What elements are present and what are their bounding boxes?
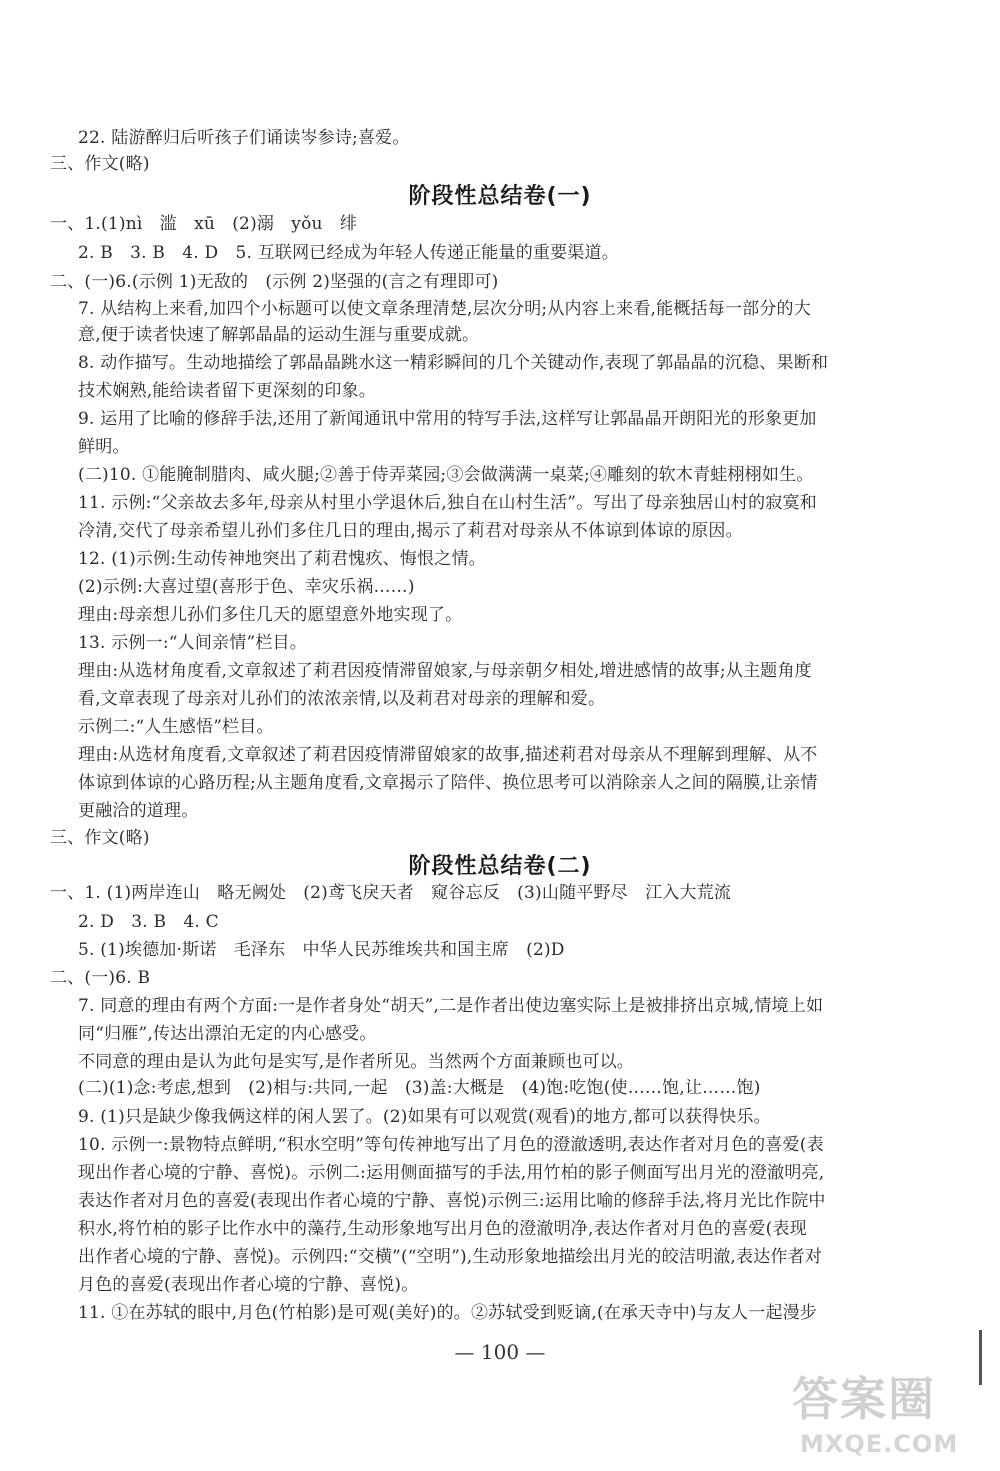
watermark-url: MXQE.COM [800, 1430, 959, 1458]
text-line: 体谅到体谅的心路历程;从主题角度看,文章揭示了陪伴、换位思考可以消除亲人之间的隔膜,让亲情 [78, 773, 818, 793]
text-line: 意,便于读者快速了解郭晶晶的运动生涯与重要成就。 [78, 325, 480, 345]
text-line: 8. 动作描写。生动地描绘了郭晶晶跳水这一精彩瞬间的几个关键动作,表现了郭晶晶的沉稳、果断和 [78, 353, 829, 373]
page-number: — 100 — [454, 1340, 546, 1364]
text-line: 9. (1)只是缺少像我俩这样的闲人罢了。(2)如果有可以观赏(观看)的地方,都可以获得快乐。 [78, 1107, 771, 1127]
text-line: 一、1.(1)nì 滥 xū (2)溺 yǒu 绯 [50, 214, 358, 234]
text-line: 技术娴熟,能给读者留下更深刻的印象。 [78, 381, 377, 401]
section-heading: 三、作文(略) [50, 154, 150, 174]
text-line: 22. 陆游醉归后听孩子们诵读岑参诗;喜爱。 [78, 128, 410, 148]
section-title: 阶段性总结卷(一) [408, 184, 592, 209]
text-line: 冷清,交代了母亲希望儿孙们多住几日的理由,揭示了莉君对母亲从不体谅到体谅的原因。 [78, 521, 743, 541]
text-line: (2)示例:大喜过望(喜形于色、幸灾乐祸……) [78, 577, 415, 597]
text-line: 13. 示例一:“人间亲情”栏目。 [78, 633, 307, 653]
section-heading: 三、作文(略) [50, 828, 150, 848]
text-line: 5. (1)埃德加·斯诺 毛泽东 中华人民苏维埃共和国主席 (2)D [78, 940, 565, 960]
text-line: 理由:母亲想儿孙们多住几天的愿望意外地实现了。 [78, 605, 463, 625]
section-title: 阶段性总结卷(二) [408, 854, 592, 879]
text-line: (二)(1)念:考虑,想到 (2)相与:共同,一起 (3)盖:大概是 (4)饱:吃饱(使……饱,让……饱) [78, 1078, 761, 1098]
watermark-logo [792, 1368, 982, 1463]
text-line: 示例二:“人生感悟”栏目。 [78, 717, 274, 737]
text-line: 理由:从选材角度看,文章叙述了莉君因疫情滞留娘家的故事,描述莉君对母亲从不理解到理解、从不 [78, 745, 818, 765]
text-line: 7. 同意的理由有两个方面:一是作者身处“胡天”,二是作者出使边塞实际上是被排挤出京城,情境上如 [78, 996, 824, 1016]
text-line: 同“归雁”,传达出漂泊无定的内心感受。 [78, 1024, 377, 1044]
text-line: 月色的喜爱(表现出作者心境的宁静、喜悦)。 [78, 1275, 419, 1295]
text-line: 看,文章表现了母亲对儿孙们的浓浓亲情,以及莉君对母亲的理解和爱。 [78, 689, 606, 709]
text-line: 理由:从选材角度看,文章叙述了莉君因疫情滞留娘家,与母亲朝夕相处,增进感情的故事;从主题角度 [78, 661, 812, 681]
text-line: 不同意的理由是认为此句是实写,是作者所见。当然两个方面兼顾也可以。 [78, 1052, 635, 1072]
text-line: 2. D 3. B 4. C [78, 912, 219, 932]
watermark-text: 答案圈 [792, 1372, 936, 1426]
text-line: 鲜明。 [78, 437, 130, 457]
text-line: 表达作者对月色的喜爱(表现出作者心境的宁静、喜悦)示例三:运用比喻的修辞手法,将月光比作院中 [78, 1191, 826, 1211]
text-line: 12. (1)示例:生动传神地突出了莉君愧疚、悔恨之情。 [78, 549, 486, 569]
text-line: 9. 运用了比喻的修辞手法,还用了新闻通讯中常用的特写手法,这样写让郭晶晶开朗阳光的形象更加 [78, 409, 817, 429]
text-line: 11. 示例:“父亲故去多年,母亲从村里小学退休后,独自在山村生活”。写出了母亲独居山村的寂寞和 [78, 493, 817, 513]
text-line: 2. B 3. B 4. D 5. 互联网已经成为年轻人传递正能量的重要渠道。 [78, 243, 619, 263]
text-line: 积水,将竹柏的影子比作水中的藻荇,生动形象地写出月色的澄澈明净,表达作者对月色的喜爱(表现 [78, 1219, 807, 1239]
text-line: 二、(一)6. B [50, 968, 151, 988]
text-line: 出作者心境的宁静、喜悦)。示例四:“交横”(“空明”),生动形象地描绘出月光的皎洁明澈,表达作者对 [78, 1247, 822, 1267]
text-line: 10. 示例一:景物特点鲜明,“积水空明”等句传神地写出了月色的澄澈透明,表达作者对月色的喜爱(表 [78, 1135, 824, 1155]
text-line: 11. ①在苏轼的眼中,月色(竹柏影)是可观(美好)的。②苏轼受到贬谪,(在承天寺中)与友人一起漫步 [78, 1303, 818, 1323]
text-line: 一、1. (1)两岸连山 略无阙处 (2)鸢飞戾天者 窥谷忘反 (3)山随平野尽 江入大荒流 [50, 883, 732, 903]
text-line: 二、(一)6.(示例 1)无敌的 (示例 2)坚强的(言之有理即可) [50, 272, 499, 292]
text-line: 7. 从结构上来看,加四个小标题可以使文章条理清楚,层次分明;从内容上来看,能概括每一部分的大 [78, 299, 811, 319]
text-line: (二)10. ①能腌制腊肉、咸火腿;②善于侍弄菜园;③会做满满一桌菜;④雕刻的软木青蛙栩栩如生。 [78, 465, 814, 485]
text-line: 现出作者心境的宁静、喜悦)。示例二:运用侧面描写的手法,用竹柏的影子侧面写出月光的澄澈明亮, [78, 1163, 825, 1183]
text-line: 更融洽的道理。 [78, 801, 199, 821]
